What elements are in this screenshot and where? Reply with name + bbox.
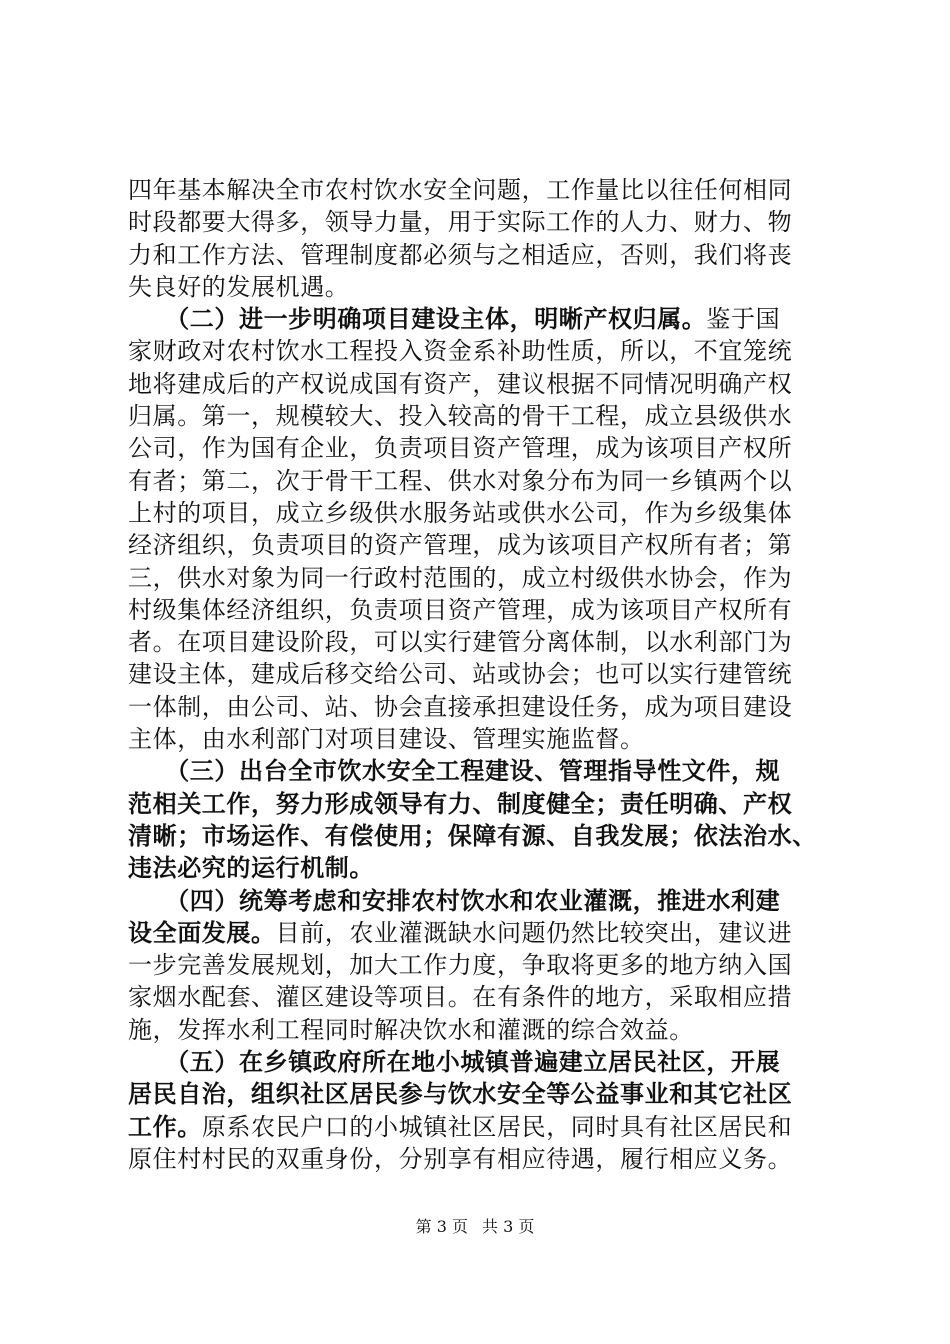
page-total: 共 3 页 (482, 1217, 535, 1236)
bold-heading-text: （三）出台全市饮水安全工程建设、管理指导性文件，规 (177, 756, 781, 786)
text-line (128, 174, 830, 206)
line-text: 建设主体，建成后移交给公司、站或协会；也可以实行建管统 (128, 660, 793, 689)
text-line (128, 303, 830, 335)
text-line (128, 658, 830, 690)
text-line (128, 723, 830, 755)
text-line (128, 917, 830, 949)
text-line (128, 594, 830, 626)
line-text: 经济组织，负责项目的资产管理，成为该项目产权所有者；第 (128, 531, 793, 560)
bold-heading-text: （五）在乡镇政府所在地小城镇普遍建立居民社区，开展 (177, 1047, 781, 1077)
line-text (128, 1048, 177, 1076)
line-text (128, 887, 177, 915)
page-footer (0, 1216, 950, 1238)
line-text: 原住村村民的双重身份，分别享有相应待遇，履行相应义务。 (128, 1144, 793, 1173)
line-text: 有者；第二，次于骨干工程、供水对象分布为同一乡镇两个以 (128, 466, 793, 495)
line-text: 地将建成后的产权说成国有资产，建议根据不同情况明确产权 (128, 369, 793, 398)
text-line (128, 497, 830, 529)
text-line (128, 432, 830, 464)
line-text: 目前，农业灌溉缺水问题仍然比较突出，建议进 (275, 918, 793, 947)
text-line (128, 885, 830, 917)
text-line (128, 206, 830, 238)
text-line (128, 788, 830, 820)
bold-heading-text: （二）进一步明确项目建设主体，明晰产权归属。 (177, 304, 707, 334)
text-line (128, 529, 830, 561)
bold-heading-text: 违法必究的运行机制。 (128, 853, 374, 883)
line-text (128, 305, 177, 333)
bold-heading-text: 范相关工作，努力形成领导有力、制度健全；责任明确、产权 (128, 788, 793, 818)
line-text: 村级集体经济组织，负责项目资产管理，成为该项目产权所有 (128, 595, 793, 624)
line-text: 原系农民户口的小城镇社区居民，同时具有社区居民和 (201, 1112, 793, 1141)
line-text: 上村的项目，成立乡级供水服务站或供水公司，作为乡级集体 (128, 498, 793, 527)
text-line (128, 271, 830, 303)
text-line (128, 562, 830, 594)
text-line (128, 852, 830, 884)
line-text: 家财政对农村饮水工程投入资金系补助性质，所以，不宜笼统 (128, 337, 793, 366)
bold-heading-text: 设全面发展。 (128, 917, 276, 947)
line-text: 三，供水对象为同一行政村范围的，成立村级供水协会，作为 (128, 563, 793, 592)
text-line (128, 1143, 830, 1175)
text-line (128, 981, 830, 1013)
line-text: 主体，由水利部门对项目建设、管理实施监督。 (128, 725, 645, 754)
text-line (128, 1111, 830, 1143)
line-text: 家烟水配套、灌区建设等项目。在有条件的地方，采取相应措 (128, 983, 793, 1012)
text-line (128, 368, 830, 400)
bold-heading-text: （四）统筹考虑和安排农村饮水和农业灌溉，推进水利建 (177, 885, 781, 915)
text-line (128, 755, 830, 787)
text-line (128, 465, 830, 497)
line-text: 者。在项目建设阶段，可以实行建管分离体制，以水利部门为 (128, 628, 793, 657)
text-line (128, 691, 830, 723)
bold-heading-text: 居民自治，组织社区居民参与饮水安全等公益事业和其它社区 (128, 1079, 793, 1109)
line-text: 公司，作为国有企业，负责项目资产管理，成为该项目产权所 (128, 434, 793, 463)
line-text: 鉴于国 (706, 305, 781, 334)
text-line (128, 1046, 830, 1078)
text-line (128, 1078, 830, 1110)
bold-heading-text: 清晰；市场运作、有偿使用；保障有源、自我发展；依法治水、 (128, 820, 817, 850)
line-text: 归属。第一，规模较大、投入较高的骨干工程，成立县级供水 (128, 402, 793, 431)
bold-heading-text: 工作。 (128, 1111, 202, 1141)
line-text: 一步完善发展规划，加大工作力度，争取将更多的地方纳入国 (128, 951, 793, 980)
line-text: 力和工作方法、管理制度都必须与之相适应，否则，我们将丧 (128, 240, 793, 269)
body-text (128, 174, 830, 1175)
text-line (128, 949, 830, 981)
line-text: 时段都要大得多，领导力量，用于实际工作的人力、财力、物 (128, 208, 793, 237)
text-line (128, 1014, 830, 1046)
text-line (128, 626, 830, 658)
line-text: 一体制，由公司、站、协会直接承担建设任务，成为项目建设 (128, 692, 793, 721)
text-line (128, 400, 830, 432)
text-line (128, 820, 830, 852)
text-line (128, 239, 830, 271)
line-text: 失良好的发展机遇。 (128, 272, 350, 301)
text-line (128, 335, 830, 367)
line-text: 施，发挥水利工程同时解决饮水和灌溉的综合效益。 (128, 1015, 694, 1044)
line-text (128, 757, 177, 785)
line-text: 四年基本解决全市农村饮水安全问题，工作量比以往任何相同 (128, 176, 793, 204)
page-number: 第 3 页 (415, 1217, 468, 1236)
